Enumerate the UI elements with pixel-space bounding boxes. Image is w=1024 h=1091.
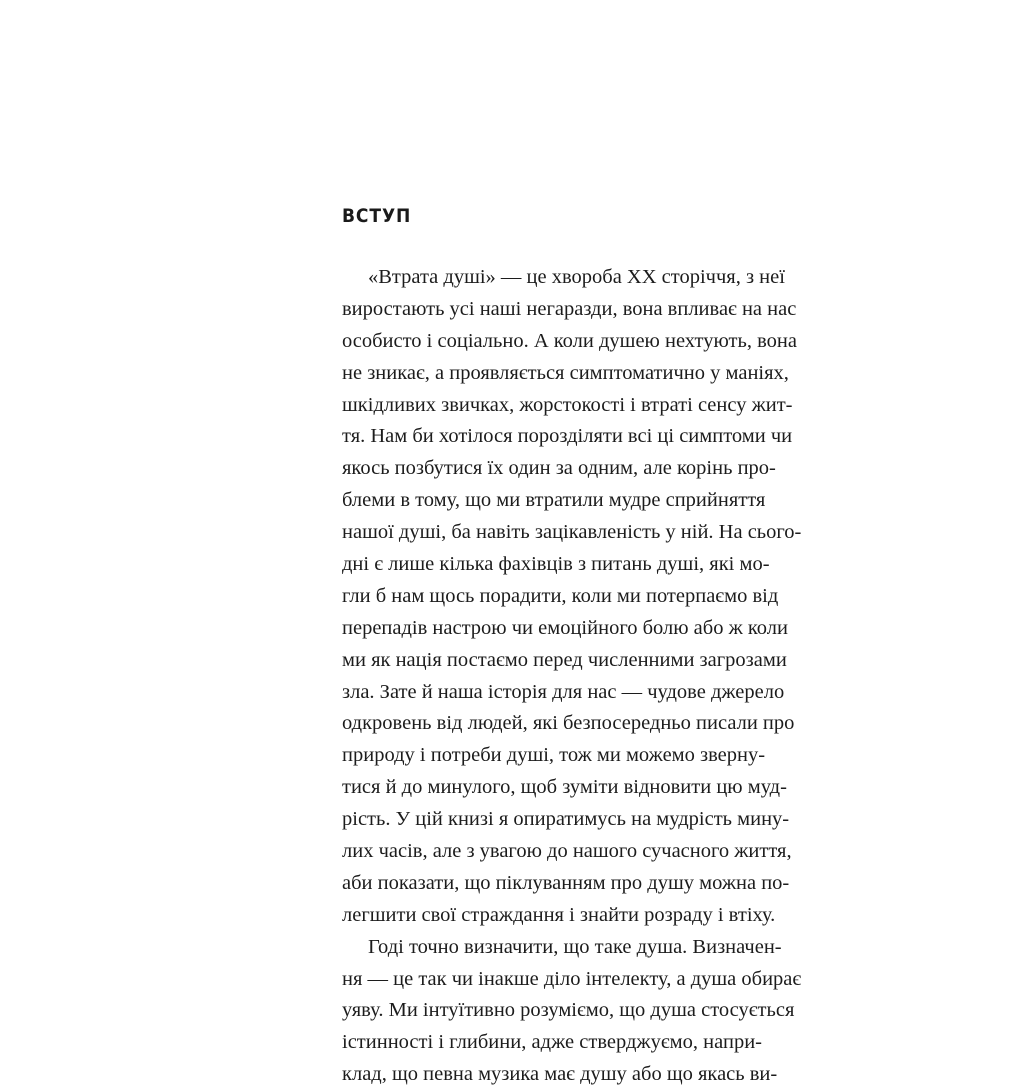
body-text xyxy=(342,262,802,1091)
text-line: перепадів настрою чи емоційного болю або ж коли xyxy=(342,616,788,639)
text-line: рість. У цій книзі я опиратимусь на мудрість мину- xyxy=(342,808,790,831)
text-line: не зникає, а проявляється симптоматично у маніях, xyxy=(342,361,789,384)
text-line: клад, що певна музика має душу або що якась ви- xyxy=(342,1063,778,1086)
text-line: тися й до минулого, щоб зуміти відновити цю муд- xyxy=(342,776,787,799)
text-line: аби показати, що піклуванням про душу можна по- xyxy=(342,871,790,894)
text-line: Годі точно визначити, що таке душа. Визначен- xyxy=(368,935,782,958)
text-line: шкідливих звичках, жорстокості і втраті сенсу жит- xyxy=(342,393,793,416)
chapter-heading: ВСТУП xyxy=(342,205,412,227)
text-line: легшити свої страждання і знайти розраду і втіху. xyxy=(342,903,776,926)
text-line: лих часів, але з увагою до нашого сучасного життя, xyxy=(342,840,792,863)
text-line: природу і потреби душі, тож ми можемо зверну- xyxy=(342,744,766,767)
text-line: нашої душі, ба навіть зацікавленість у ній. На сього- xyxy=(342,521,802,544)
text-line: блеми в тому, що ми втратили мудре сприйняття xyxy=(342,489,766,512)
text-line: «Втрата душі» — це хвороба XX сторіччя, з неї xyxy=(368,266,785,288)
text-line: уяву. Ми інтуїтивно розуміємо, що душа стосується xyxy=(342,999,795,1022)
text-line: гли б нам щось порадити, коли ми потерпаємо від xyxy=(342,584,779,607)
text-line: особисто і соціально. А коли душею нехтують, вона xyxy=(342,329,797,352)
text-line: одкровень від людей, які безпосередньо писали про xyxy=(342,712,795,735)
text-line: зла. Зате й наша історія для нас — чудове джерело xyxy=(342,680,785,703)
text-line: дні є лише кілька фахівців з питань душі, які мо- xyxy=(342,553,770,576)
text-line: істинності і глибини, адже стверджуємо, напри- xyxy=(342,1031,762,1054)
text-line: виростають усі наші негаразди, вона впливає на нас xyxy=(342,297,797,320)
text-line: ня — це так чи інакше діло інтелекту, а душа обирає xyxy=(342,967,802,990)
text-line: якось позбутися їх один за одним, але корінь про- xyxy=(342,457,776,480)
text-line: ми як нація постаємо перед численними загрозами xyxy=(342,648,787,671)
text-line: тя. Нам би хотілося порозділяти всі ці симптоми чи xyxy=(342,425,793,448)
